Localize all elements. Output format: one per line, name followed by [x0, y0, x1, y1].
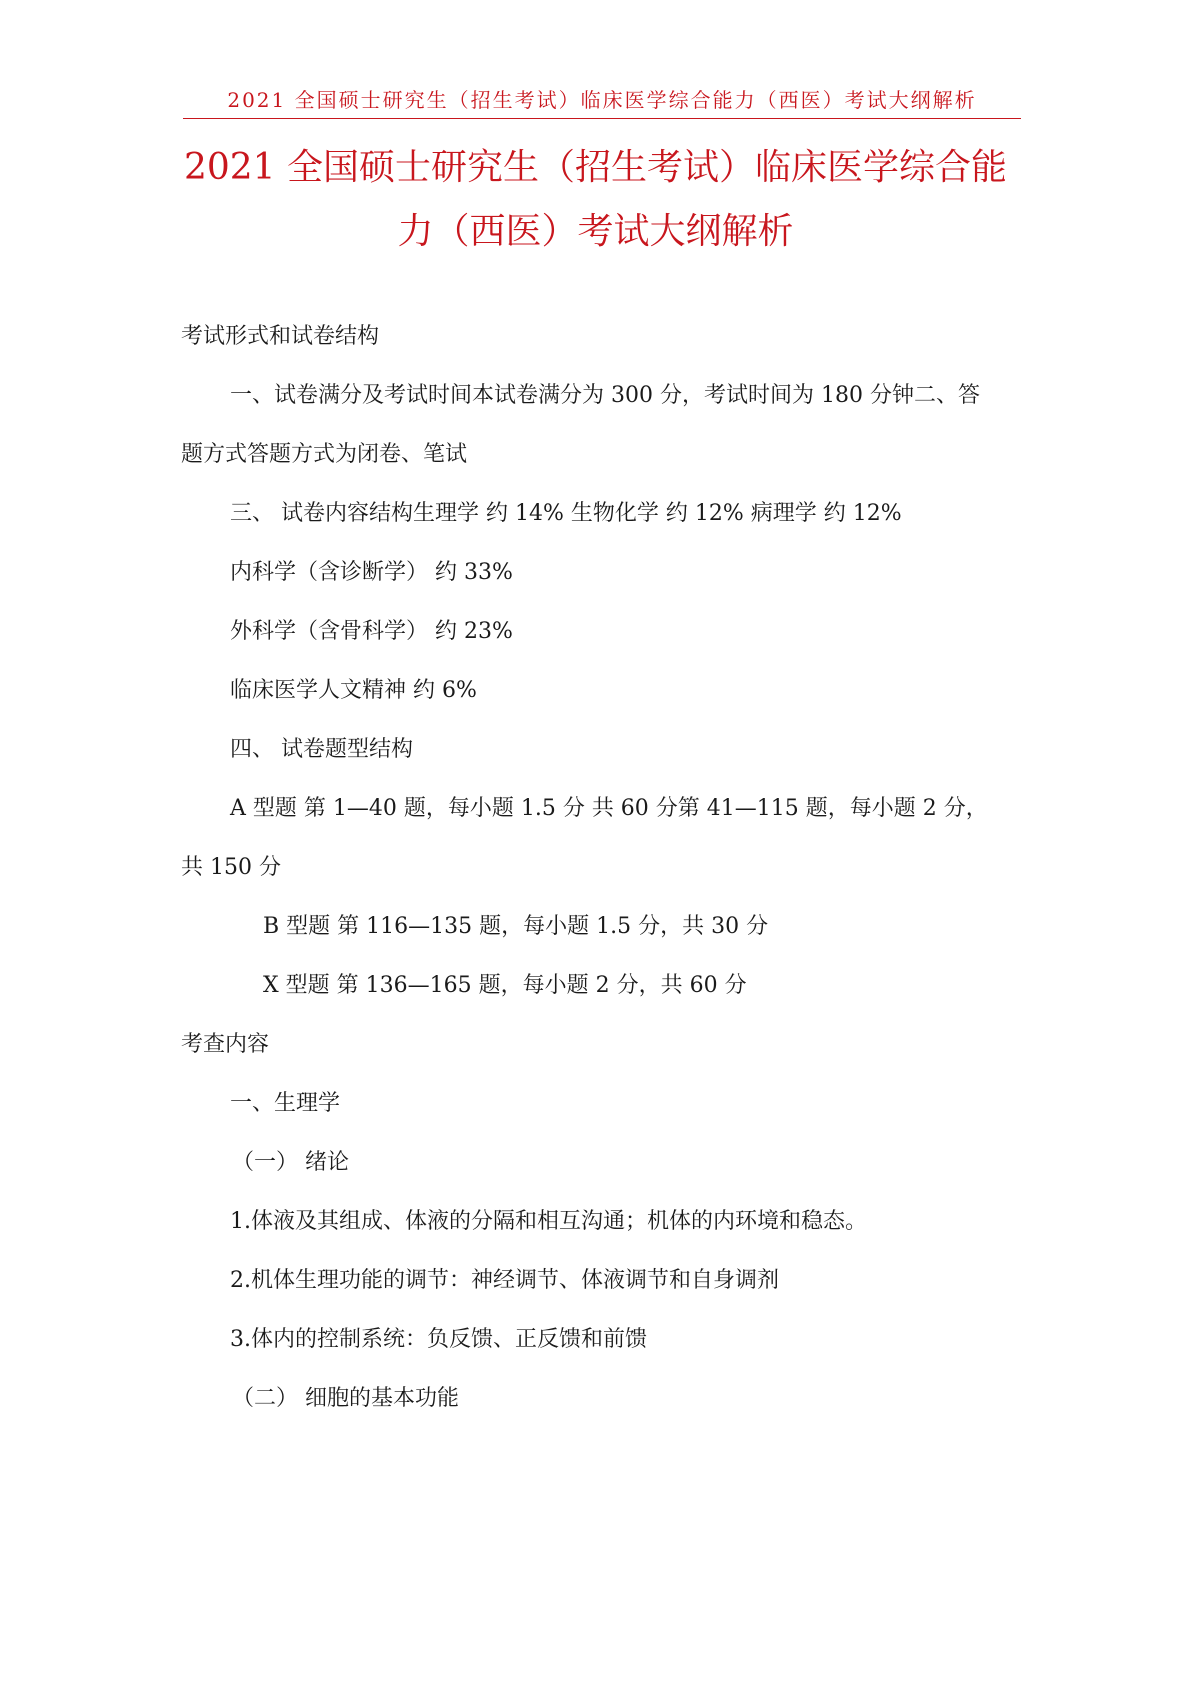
document-title-line-2: 力（西医）考试大纲解析 — [397, 211, 794, 252]
list-item-2: 2.机体生理功能的调节：神经调节、体液调节和自身调剂 — [230, 1268, 779, 1293]
paragraph-question-type-line-3: B 型题 第 116—135 题，每小题 1.5 分，共 30 分 — [263, 914, 769, 939]
paragraph-question-type-line-1: A 型题 第 1—40 题，每小题 1.5 分 共 60 分第 41—115 题，每小题 2 分， — [230, 796, 988, 821]
list-item-3: 3.体内的控制系统：负反馈、正反馈和前馈 — [230, 1327, 647, 1352]
paragraph-score-time-line-1: 一、试卷满分及考试时间本试卷满分为 300 分，考试时间为 180 分钟二、答 — [230, 383, 980, 408]
paragraph-question-type-line-4: X 型题 第 136—165 题，每小题 2 分，共 60 分 — [263, 973, 747, 998]
paragraph-question-type-line-2: 共 150 分 — [181, 855, 281, 880]
paragraph-question-type-heading: 四、 试卷题型结构 — [230, 737, 413, 762]
header-divider — [183, 118, 1021, 119]
running-header: 2021 全国硕士研究生（招生考试）临床医学综合能力（西医）考试大纲解析 — [227, 88, 977, 112]
chapter-heading-cell-function: （二） 细胞的基本功能 — [232, 1386, 459, 1411]
paragraph-content-structure-line-1: 三、 试卷内容结构生理学 约 14% 生物化学 约 12% 病理学 约 12% — [230, 501, 902, 526]
document-title-line-1: 2021 全国硕士研究生（招生考试）临床医学综合能 — [183, 147, 1008, 188]
section-heading-exam-format: 考试形式和试卷结构 — [181, 324, 380, 349]
paragraph-content-structure-line-3: 外科学（含骨科学） 约 23% — [230, 619, 513, 644]
paragraph-content-structure-line-4: 临床医学人文精神 约 6% — [230, 678, 477, 703]
document-title — [150, 136, 1041, 264]
subsection-heading-physiology: 一、生理学 — [230, 1091, 341, 1116]
paragraph-content-structure-line-2: 内科学（含诊断学） 约 33% — [230, 560, 513, 585]
paragraph-score-time-line-2: 题方式答题方式为闭卷、笔试 — [181, 442, 468, 467]
list-item-1: 1.体液及其组成、体液的分隔和相互沟通；机体的内环境和稳态。 — [230, 1209, 867, 1234]
chapter-heading-introduction: （一） 绪论 — [232, 1150, 349, 1175]
section-heading-exam-content: 考查内容 — [181, 1032, 270, 1057]
